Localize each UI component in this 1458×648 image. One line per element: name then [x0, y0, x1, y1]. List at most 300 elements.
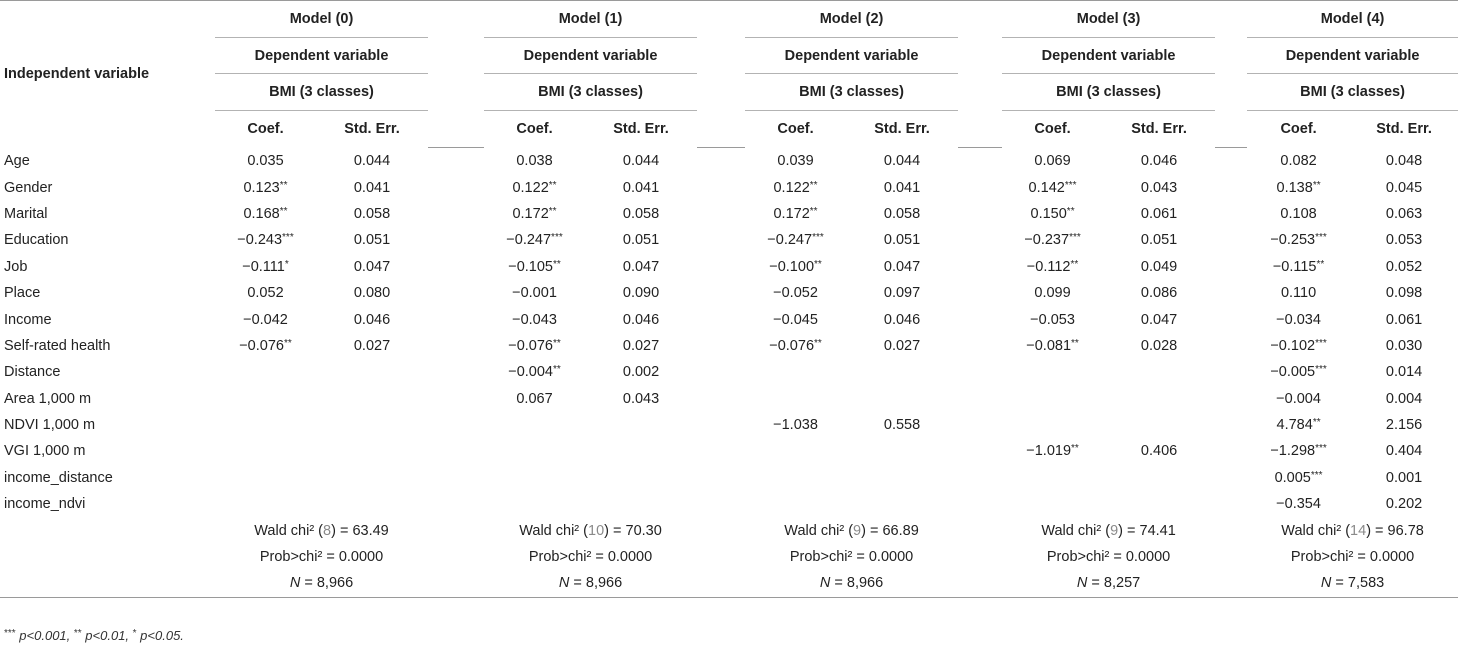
- std-err-cell: [316, 465, 428, 491]
- coef-cell: [1247, 333, 1350, 359]
- table-row: [0, 201, 1458, 227]
- wald-value: 70.30: [625, 522, 662, 539]
- value: 0.051: [883, 232, 921, 249]
- wald-label: Wald chi² (: [784, 522, 854, 539]
- value: −0.042: [243, 311, 288, 328]
- coef-cell: [215, 201, 316, 227]
- value: 0.067: [516, 390, 553, 407]
- coef-cell: [215, 438, 316, 464]
- coef-cell: [484, 280, 585, 306]
- value: 0.041: [622, 179, 660, 196]
- coef-cell: [215, 465, 316, 491]
- significance-stars: **: [279, 179, 288, 191]
- coef-cell: [745, 491, 846, 517]
- value: 0.043: [622, 390, 660, 407]
- std-err-cell: [1350, 148, 1458, 175]
- coef-cell: [484, 491, 585, 517]
- table-row: [0, 386, 1458, 412]
- value: 0.035: [247, 152, 284, 169]
- coef-cell: [484, 465, 585, 491]
- value: 0.122: [773, 179, 810, 196]
- std-err-cell: [585, 306, 697, 332]
- coef-cell: [484, 333, 585, 359]
- dependent-variable-header: Dependent variable: [1002, 38, 1215, 75]
- value: −0.053: [1030, 311, 1075, 328]
- wald-row-cell: [745, 517, 958, 543]
- footnote-stars-2: **: [73, 628, 82, 639]
- significance-stars: **: [1070, 258, 1079, 270]
- value: 0.048: [1385, 152, 1423, 169]
- variable-label: NDVI 1,000 m: [4, 417, 96, 434]
- header-row-dependent: [0, 38, 1458, 75]
- coef-cell: [484, 438, 585, 464]
- value: 0.014: [1385, 364, 1423, 381]
- coef-cell: [1247, 359, 1350, 385]
- wald-label: Wald chi² (: [1281, 522, 1351, 539]
- n-row: [0, 570, 1458, 597]
- value: 0.168: [243, 205, 280, 222]
- coef-cell: [1247, 148, 1350, 175]
- std-err-cell: [585, 465, 697, 491]
- value: 0.001: [1385, 469, 1423, 486]
- footnote-stars-1: *: [132, 628, 137, 639]
- wald-row-cell: [1002, 517, 1215, 543]
- table-row: [0, 465, 1458, 491]
- std-err-cell: [846, 306, 958, 332]
- std-err-cell: [316, 412, 428, 438]
- coef-cell: [1247, 491, 1350, 517]
- std-err-cell: [1103, 201, 1215, 227]
- coef-cell: [1002, 174, 1103, 200]
- std-err-cell: [316, 386, 428, 412]
- significance-stars: **: [1312, 179, 1321, 191]
- prob-row-cell: [215, 544, 428, 570]
- std-err-cell: [1103, 386, 1215, 412]
- independent-variable-header: Independent variable: [0, 1, 215, 148]
- value: 0.097: [883, 285, 921, 302]
- std-err-cell: [585, 254, 697, 280]
- significance-stars: ***: [1315, 443, 1327, 455]
- coef-cell: [484, 412, 585, 438]
- value: −1.019: [1026, 443, 1072, 460]
- value: −0.105: [508, 258, 553, 275]
- coef-cell: [1247, 438, 1350, 464]
- value: 2.156: [1385, 417, 1423, 434]
- coef-cell: [745, 412, 846, 438]
- variable-label: income_ndvi: [4, 496, 86, 513]
- std-err-cell: [316, 306, 428, 332]
- value: −0.076: [508, 337, 553, 354]
- value: 0.053: [1385, 232, 1423, 249]
- std-err-cell: [585, 227, 697, 253]
- value: −0.243: [237, 232, 283, 249]
- n-value: = 8,966: [569, 575, 623, 592]
- std-err-cell: [1350, 254, 1458, 280]
- std-err-cell: [1103, 491, 1215, 517]
- value: 0.098: [1385, 285, 1423, 302]
- model-0-header: Model (0): [215, 1, 428, 38]
- coef-cell: [484, 201, 585, 227]
- std-err-header: Std. Err.: [613, 121, 669, 137]
- significance-stars: ***: [1064, 179, 1077, 191]
- value: −0.043: [512, 311, 557, 328]
- prob-row-cell: [1247, 544, 1458, 570]
- dependent-variable-header: Dependent variable: [215, 38, 428, 75]
- std-err-cell: [1350, 386, 1458, 412]
- coef-cell: [745, 227, 846, 253]
- coef-cell: [215, 386, 316, 412]
- std-err-cell: [846, 254, 958, 280]
- table-row: [0, 412, 1458, 438]
- std-err-cell: [1103, 306, 1215, 332]
- std-err-cell: [585, 280, 697, 306]
- value: 0.080: [353, 285, 391, 302]
- prob-row-cell: [745, 544, 958, 570]
- n-row-cell: [215, 570, 428, 597]
- std-err-cell: [1350, 438, 1458, 464]
- n-value: = 8,966: [300, 575, 354, 592]
- std-err-cell: [585, 148, 697, 175]
- n-symbol: N: [1076, 575, 1088, 592]
- std-err-cell: [1350, 174, 1458, 200]
- std-err-cell: [1103, 254, 1215, 280]
- std-err-cell: [846, 174, 958, 200]
- value: 0.061: [1140, 205, 1178, 222]
- coef-cell: [1002, 201, 1103, 227]
- wald-sep: ) =: [331, 522, 353, 539]
- coef-cell: [1002, 227, 1103, 253]
- coef-cell: [1002, 333, 1103, 359]
- coef-header: Coef.: [1034, 121, 1071, 137]
- dependent-variable-header: Dependent variable: [484, 38, 697, 75]
- n-value: = 7,583: [1331, 575, 1385, 592]
- dependent-variable-header: Dependent variable: [745, 38, 958, 75]
- table-row: [0, 254, 1458, 280]
- value: 0.047: [883, 258, 921, 275]
- significance-stars: **: [548, 179, 557, 191]
- value: 0.027: [622, 337, 660, 354]
- coef-cell: [1247, 227, 1350, 253]
- variable-label: income_distance: [4, 469, 113, 486]
- value: 0.099: [1034, 285, 1071, 302]
- significance-stars: **: [553, 364, 561, 376]
- value: 0.123: [243, 179, 280, 196]
- value: 0.142: [1028, 179, 1065, 196]
- value: 0.030: [1385, 337, 1423, 354]
- coef-cell: [745, 174, 846, 200]
- n-symbol: N: [289, 575, 301, 592]
- value: −0.247: [767, 232, 813, 249]
- significance-stars: **: [283, 337, 292, 349]
- std-err-cell: [585, 174, 697, 200]
- variable-label: Education: [4, 232, 69, 249]
- value: 0.044: [622, 152, 660, 169]
- value: 0.052: [247, 285, 284, 302]
- std-err-cell: [1103, 280, 1215, 306]
- std-err-cell: [846, 491, 958, 517]
- std-err-cell: [1350, 359, 1458, 385]
- table-row: [0, 306, 1458, 332]
- coef-cell: [1002, 386, 1103, 412]
- std-err-cell: [316, 227, 428, 253]
- footnote-p-005: p<0.05.: [136, 628, 184, 643]
- std-err-cell: [316, 333, 428, 359]
- value: −0.102: [1270, 337, 1316, 354]
- significance-stars: **: [809, 179, 818, 191]
- coef-cell: [215, 254, 316, 280]
- significance-stars: **: [1312, 417, 1321, 429]
- model-4-header: Model (4): [1247, 1, 1458, 38]
- model-2-header: Model (2): [745, 1, 958, 38]
- std-err-cell: [846, 465, 958, 491]
- wald-sep: ) =: [1366, 522, 1388, 539]
- wald-label: Wald chi² (: [1041, 522, 1111, 539]
- coef-cell: [745, 254, 846, 280]
- significance-stars: **: [553, 337, 561, 349]
- coef-cell: [1002, 280, 1103, 306]
- value: 0.082: [1280, 152, 1317, 169]
- value: 0.046: [353, 311, 391, 328]
- coef-cell: [215, 148, 316, 175]
- variable-label: Age: [4, 152, 30, 169]
- outcome-header: BMI (3 classes): [1247, 74, 1458, 111]
- wald-value: 63.49: [352, 522, 389, 539]
- significance-stars: ***: [1315, 364, 1327, 376]
- wald-row-cell: [215, 517, 428, 543]
- std-err-cell: [1103, 227, 1215, 253]
- prob-row-cell: [484, 544, 697, 570]
- coef-cell: [1247, 280, 1350, 306]
- wald-df: 8: [323, 522, 332, 539]
- std-err-cell: [846, 201, 958, 227]
- value: −0.005: [1270, 364, 1316, 381]
- coef-cell: [1002, 359, 1103, 385]
- value: −0.115: [1272, 258, 1317, 275]
- value: 0.051: [1140, 232, 1178, 249]
- wald-df: 9: [853, 522, 862, 539]
- value: −0.004: [508, 364, 553, 381]
- significance-stars: ***: [1069, 232, 1081, 244]
- significance-stars: ***: [551, 232, 563, 244]
- value: 0.044: [353, 152, 391, 169]
- value: −0.004: [1276, 390, 1321, 407]
- variable-label: Distance: [4, 364, 61, 381]
- std-err-cell: [1103, 438, 1215, 464]
- coef-cell: [484, 386, 585, 412]
- value: −1.038: [773, 417, 818, 434]
- header-row-models: [0, 1, 1458, 38]
- variable-label: Job: [4, 258, 28, 275]
- std-err-cell: [316, 359, 428, 385]
- n-row-cell: [745, 570, 958, 597]
- value: 0.041: [353, 179, 391, 196]
- value: 0.002: [622, 364, 660, 381]
- std-err-cell: [1103, 174, 1215, 200]
- std-err-cell: [585, 412, 697, 438]
- wald-df: 10: [588, 522, 605, 539]
- value: 0.027: [883, 337, 921, 354]
- outcome-header: BMI (3 classes): [215, 74, 428, 111]
- wald-label: Wald chi² (: [254, 522, 324, 539]
- value: −0.034: [1276, 311, 1321, 328]
- coef-cell: [1247, 201, 1350, 227]
- value: 0.558: [883, 417, 921, 434]
- significance-stars: ***: [812, 232, 824, 244]
- coef-cell: [745, 438, 846, 464]
- significance-stars: ***: [1315, 232, 1327, 244]
- std-err-header: Std. Err.: [1376, 121, 1432, 137]
- table-row: [0, 333, 1458, 359]
- wald-df: 9: [1110, 522, 1119, 539]
- variable-label: Self-rated health: [4, 337, 111, 354]
- coef-cell: [215, 333, 316, 359]
- outcome-header: BMI (3 classes): [1002, 74, 1215, 111]
- value: 0.044: [883, 152, 921, 169]
- value: −0.045: [773, 311, 818, 328]
- n-value: = 8,257: [1087, 575, 1141, 592]
- coef-cell: [1002, 148, 1103, 175]
- n-symbol: N: [1320, 575, 1332, 592]
- value: 0.051: [622, 232, 660, 249]
- prob-value: Prob>chi² = 0.0000: [528, 549, 653, 566]
- table-row: [0, 148, 1458, 175]
- std-err-cell: [316, 148, 428, 175]
- value: 0.052: [1385, 258, 1423, 275]
- wald-sep: ) =: [1118, 522, 1140, 539]
- value: −0.076: [769, 337, 815, 354]
- value: 0.110: [1280, 285, 1317, 302]
- value: −0.111: [242, 258, 285, 275]
- value: 0.404: [1385, 443, 1423, 460]
- prob-value: Prob>chi² = 0.0000: [1046, 549, 1171, 566]
- n-symbol: N: [558, 575, 570, 592]
- coef-cell: [1247, 412, 1350, 438]
- coef-cell: [484, 174, 585, 200]
- wald-row: [0, 517, 1458, 543]
- n-row-cell: [1002, 570, 1215, 597]
- n-row-cell: [484, 570, 697, 597]
- coef-cell: [745, 280, 846, 306]
- std-err-cell: [846, 412, 958, 438]
- wald-df: 14: [1350, 522, 1367, 539]
- value: 0.090: [622, 285, 660, 302]
- table-row: [0, 174, 1458, 200]
- value: 0.039: [777, 152, 814, 169]
- value: 0.058: [883, 205, 921, 222]
- significance-stars: **: [553, 258, 561, 270]
- std-err-cell: [846, 148, 958, 175]
- table-row: [0, 491, 1458, 517]
- coef-cell: [745, 359, 846, 385]
- std-err-cell: [585, 491, 697, 517]
- wald-sep: ) =: [861, 522, 883, 539]
- significance-stars: **: [279, 205, 288, 217]
- value: 0.069: [1034, 152, 1071, 169]
- wald-row-cell: [1247, 517, 1458, 543]
- std-err-cell: [846, 359, 958, 385]
- value: 0.061: [1385, 311, 1423, 328]
- variable-label: Area 1,000 m: [4, 390, 92, 407]
- significance-stars: **: [1066, 205, 1075, 217]
- coef-cell: [215, 227, 316, 253]
- coef-cell: [484, 254, 585, 280]
- value: 0.058: [622, 205, 660, 222]
- prob-row: [0, 544, 1458, 570]
- std-err-header: Std. Err.: [874, 121, 930, 137]
- coef-cell: [1247, 386, 1350, 412]
- significance-stars: *: [284, 258, 289, 270]
- coef-cell: [484, 227, 585, 253]
- value: 0.063: [1385, 205, 1423, 222]
- value: −0.100: [769, 258, 815, 275]
- value: 0.049: [1140, 258, 1178, 275]
- coef-cell: [745, 148, 846, 175]
- significance-stars: ***: [282, 232, 294, 244]
- value: 0.150: [1030, 205, 1067, 222]
- std-err-cell: [316, 438, 428, 464]
- dependent-variable-header: Dependent variable: [1247, 38, 1458, 75]
- std-err-cell: [1350, 306, 1458, 332]
- variable-label: Marital: [4, 205, 48, 222]
- coef-cell: [1247, 254, 1350, 280]
- n-symbol: N: [819, 575, 831, 592]
- std-err-cell: [846, 333, 958, 359]
- table-row: [0, 438, 1458, 464]
- header-row-outcome: [0, 74, 1458, 111]
- coef-cell: [215, 306, 316, 332]
- coef-header: Coef.: [516, 121, 553, 137]
- std-err-cell: [1350, 227, 1458, 253]
- std-err-cell: [1103, 465, 1215, 491]
- table-row: [0, 227, 1458, 253]
- value: 0.028: [1140, 337, 1178, 354]
- coef-cell: [484, 359, 585, 385]
- value: 0.172: [512, 205, 549, 222]
- std-err-cell: [1103, 359, 1215, 385]
- value: 0.047: [1140, 311, 1178, 328]
- std-err-cell: [316, 280, 428, 306]
- std-err-cell: [585, 201, 697, 227]
- coef-cell: [484, 148, 585, 175]
- coef-cell: [484, 306, 585, 332]
- std-err-cell: [1350, 333, 1458, 359]
- std-err-cell: [585, 333, 697, 359]
- variable-label: Income: [4, 311, 52, 328]
- std-err-cell: [585, 386, 697, 412]
- value: 0.005: [1274, 469, 1311, 486]
- value: 0.043: [1140, 179, 1178, 196]
- coef-header: Coef.: [777, 121, 814, 137]
- coef-header: Coef.: [247, 121, 284, 137]
- wald-sep: ) =: [604, 522, 626, 539]
- significance-stars: **: [548, 205, 557, 217]
- std-err-cell: [1350, 280, 1458, 306]
- significance-stars: **: [1071, 337, 1079, 349]
- std-err-cell: [846, 227, 958, 253]
- std-err-cell: [1350, 491, 1458, 517]
- value: 0.047: [353, 258, 391, 275]
- std-err-cell: [585, 359, 697, 385]
- coef-cell: [1002, 254, 1103, 280]
- header-row-columns: [0, 111, 1458, 148]
- coef-cell: [745, 306, 846, 332]
- value: 0.406: [1140, 443, 1178, 460]
- value: 0.202: [1385, 496, 1423, 513]
- coef-cell: [1002, 306, 1103, 332]
- std-err-cell: [1103, 412, 1215, 438]
- coef-cell: [1002, 465, 1103, 491]
- model-statistics: [0, 517, 1458, 597]
